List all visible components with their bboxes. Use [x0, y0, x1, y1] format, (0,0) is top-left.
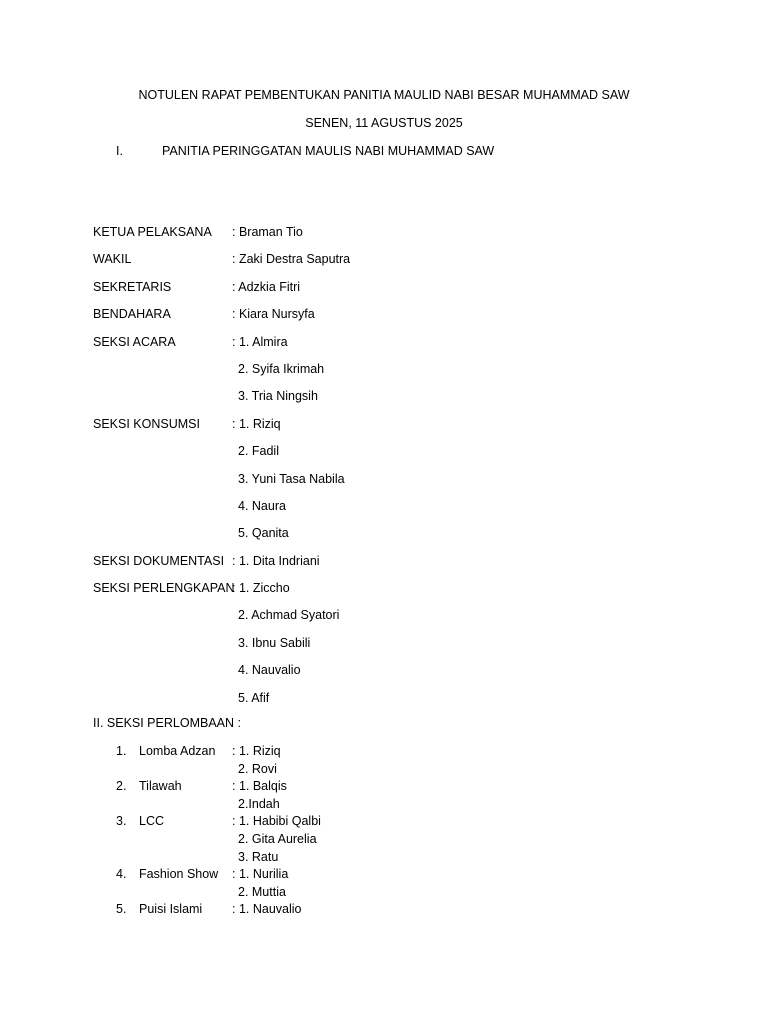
- committee-member: [232, 554, 320, 568]
- committee-member: [232, 417, 281, 431]
- competition-member: : 1. Balqis: [232, 779, 287, 794]
- section-2-heading: II. SEKSI PERLOMBAAN :: [93, 716, 241, 730]
- committee-member-text: 2. Syifa Ikrimah: [238, 361, 325, 376]
- competition-member: : 1. Nurilia: [232, 867, 289, 882]
- committee-member: [232, 335, 288, 349]
- competition-list: [116, 744, 676, 920]
- competition-row: [116, 779, 676, 797]
- section-1-title: PANITIA PERINGGATAN MAULIS NABI MUHAMMAD SAW: [162, 144, 495, 158]
- competition-name: Puisi Islami: [139, 902, 203, 917]
- competition-member: 2. Rovi: [238, 761, 277, 776]
- competition-row: [116, 814, 676, 832]
- committee-role: SEKSI KONSUMSI: [93, 416, 200, 431]
- committee-row: [93, 691, 693, 718]
- committee-row: [93, 608, 693, 635]
- section-1-number: I.: [116, 144, 123, 158]
- committee-member-text: 3. Yuni Tasa Nabila: [238, 471, 345, 486]
- competition-member: 2. Gita Aurelia: [238, 831, 317, 846]
- committee-role: SEKSI DOKUMENTASI: [93, 553, 225, 568]
- committee-row: [93, 581, 693, 608]
- competition-row: [116, 867, 676, 885]
- committee-role: WAKIL: [93, 252, 132, 267]
- committee-member-text: : 1. Dita Indriani: [232, 553, 320, 568]
- committee-row: [93, 636, 693, 663]
- competition-member: 3. Ratu: [238, 849, 279, 864]
- committee-member-text: 2. Achmad Syatori: [238, 608, 340, 623]
- competition-member: : 1. Nauvalio: [232, 902, 302, 917]
- committee-member: [232, 608, 339, 622]
- committee-row: [93, 417, 693, 444]
- committee-role: SEKSI ACARA: [93, 334, 176, 349]
- competition-member: : 1. Habibi Qalbi: [232, 814, 321, 829]
- committee-member: [232, 636, 310, 650]
- committee-member: [232, 444, 279, 458]
- committee-member-text: : 1. Almira: [232, 334, 288, 349]
- committee-member: [232, 499, 286, 513]
- committee-row: [93, 554, 693, 581]
- committee-member-text: 5. Afif: [238, 690, 270, 705]
- committee-member-text: 5. Qanita: [238, 526, 289, 541]
- committee-row: [93, 335, 693, 362]
- competition-member: 2. Muttia: [238, 884, 286, 899]
- committee-role: SEKSI PERLENGKAPAN: [93, 581, 235, 596]
- competition-row: [116, 744, 676, 762]
- competition-row: [116, 850, 676, 868]
- committee-member: [232, 526, 289, 540]
- committee-member-text: 4. Nauvalio: [238, 663, 301, 678]
- committee-row: [93, 225, 693, 252]
- committee-member: [232, 280, 300, 294]
- competition-number: 3.: [116, 814, 127, 829]
- committee-member-text: : 1. Riziq: [232, 416, 281, 431]
- document-date: SENEN, 11 AGUSTUS 2025: [305, 116, 463, 130]
- committee-roster: [93, 225, 693, 718]
- competition-row: [116, 832, 676, 850]
- committee-row: [93, 444, 693, 471]
- committee-member: [232, 225, 303, 239]
- committee-row: [93, 362, 693, 389]
- committee-member: [232, 581, 290, 595]
- committee-row: [93, 389, 693, 416]
- committee-row: [93, 307, 693, 334]
- committee-member: [232, 691, 269, 705]
- committee-member-text: : Adzkia Fitri: [232, 279, 301, 294]
- competition-row: [116, 902, 676, 920]
- competition-member: : 1. Riziq: [232, 744, 281, 758]
- competition-row: [116, 797, 676, 815]
- document-title: NOTULEN RAPAT PEMBENTUKAN PANITIA MAULID NABI BESAR MUHAMMAD SAW: [138, 88, 630, 102]
- committee-member-text: : Zaki Destra Saputra: [232, 252, 351, 267]
- committee-row: [93, 499, 693, 526]
- committee-member: [232, 307, 315, 321]
- competition-name: Lomba Adzan: [139, 744, 216, 758]
- competition-row: [116, 885, 676, 903]
- committee-member-text: 3. Ibnu Sabili: [238, 635, 311, 650]
- competition-name: LCC: [139, 814, 165, 829]
- committee-member-text: 4. Naura: [238, 498, 286, 513]
- committee-member: [232, 389, 318, 403]
- competition-row: [116, 762, 676, 780]
- competition-number: 4.: [116, 867, 127, 882]
- committee-role: KETUA PELAKSANA: [93, 225, 212, 239]
- committee-member: [232, 362, 324, 376]
- committee-row: [93, 280, 693, 307]
- committee-row: [93, 252, 693, 279]
- committee-row: [93, 472, 693, 499]
- committee-member-text: : 1. Ziccho: [232, 581, 290, 596]
- section-1-heading: [116, 144, 494, 158]
- committee-row: [93, 663, 693, 690]
- committee-member: [232, 252, 350, 266]
- committee-row: [93, 526, 693, 553]
- competition-number: 1.: [116, 744, 127, 758]
- committee-member: [232, 472, 345, 486]
- committee-member-text: 2. Fadil: [238, 444, 279, 459]
- committee-role: SEKRETARIS: [93, 279, 172, 294]
- competition-number: 2.: [116, 779, 127, 794]
- committee-member: [232, 663, 301, 677]
- committee-member-text: : Kiara Nursyfa: [232, 307, 315, 322]
- committee-member-text: : Braman Tio: [232, 225, 303, 239]
- competition-name: Tilawah: [139, 779, 182, 794]
- competition-name: Fashion Show: [139, 867, 219, 882]
- competition-number: 5.: [116, 902, 127, 917]
- competition-member: 2.Indah: [238, 796, 280, 811]
- committee-role: BENDAHARA: [93, 307, 171, 322]
- committee-member-text: 3. Tria Ningsih: [238, 389, 318, 404]
